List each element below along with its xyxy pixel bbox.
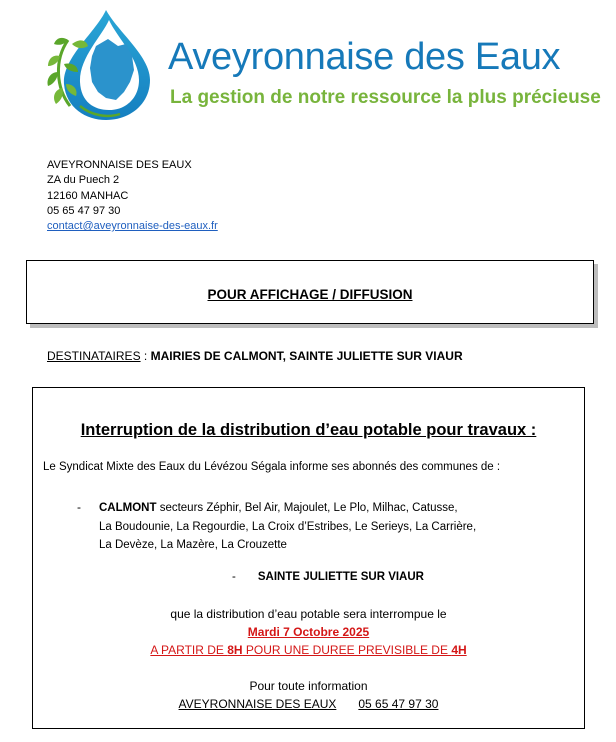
notice-intro: Le Syndicat Mixte des Eaux du Lévézou Ségala informe ses abonnés des communes de : <box>43 461 501 473</box>
destinataires-label: DESTINATAIRES <box>47 349 141 363</box>
notice-box <box>32 387 585 729</box>
destinataires-separator: : <box>140 349 151 363</box>
affichage-box <box>26 260 594 324</box>
sainte-juliette-line <box>232 571 424 583</box>
contact-name: AVEYRONNAISE DES EAUX <box>178 697 337 711</box>
sender-email-link[interactable]: contact@aveyronnaise-des-eaux.fr <box>47 220 218 233</box>
sender-address <box>47 158 218 234</box>
interruption-date: Mardi 7 Octobre 2025 <box>247 625 370 639</box>
calmont-sectors <box>99 499 476 555</box>
sender-city: 12160 MANHAC <box>47 189 129 202</box>
contact-line <box>33 697 584 711</box>
interruption-line: que la distribution d’eau potable sera interrompue le <box>170 607 447 621</box>
sender-phone: 05 65 47 97 30 <box>47 204 121 217</box>
sender-street: ZA du Puech 2 <box>47 174 120 187</box>
affichage-heading: POUR AFFICHAGE / DIFFUSION <box>207 287 413 302</box>
notice-title: Interruption de la distribution d’eau potable pour travaux : <box>80 421 537 439</box>
destinataires-line <box>47 349 463 363</box>
time-duration: 4H <box>451 643 467 657</box>
sainte-juliette-name: SAINTE JULIETTE SUR VIAUR <box>257 571 424 583</box>
calmont-line3: La Devèze, La Mazère, La Crouzette <box>99 539 287 551</box>
time-start: 8H <box>227 643 243 657</box>
time-prefix: A PARTIR DE <box>150 643 228 657</box>
contact-phone: 05 65 47 97 30 <box>358 697 439 711</box>
calmont-name: CALMONT <box>99 502 157 514</box>
interruption-time <box>33 643 584 657</box>
destinataires-value: MAIRIES DE CALMONT, SAINTE JULIETTE SUR VIAUR <box>150 349 463 363</box>
time-middle: POUR UNE DUREE PREVISIBLE DE <box>242 643 452 657</box>
info-label: Pour toute information <box>249 679 368 693</box>
sainte-juliette-bullet: - <box>232 571 236 583</box>
brand-tagline: La gestion de notre ressource la plus précieuse <box>170 87 601 108</box>
calmont-bullet: - <box>77 500 81 514</box>
calmont-line2: La Boudounie, La Regourdie, La Croix d’Estribes, Le Serieys, La Carrière, <box>99 520 477 533</box>
calmont-line1: secteurs Zéphir, Bel Air, Majoulet, Le Plo, Milhac, Catusse, <box>156 502 458 514</box>
sender-name: AVEYRONNAISE DES EAUX <box>47 159 192 171</box>
water-drop-aveyron-map-leaves-icon <box>46 6 158 124</box>
brand-name: Aveyronnaise des Eaux <box>168 36 561 78</box>
